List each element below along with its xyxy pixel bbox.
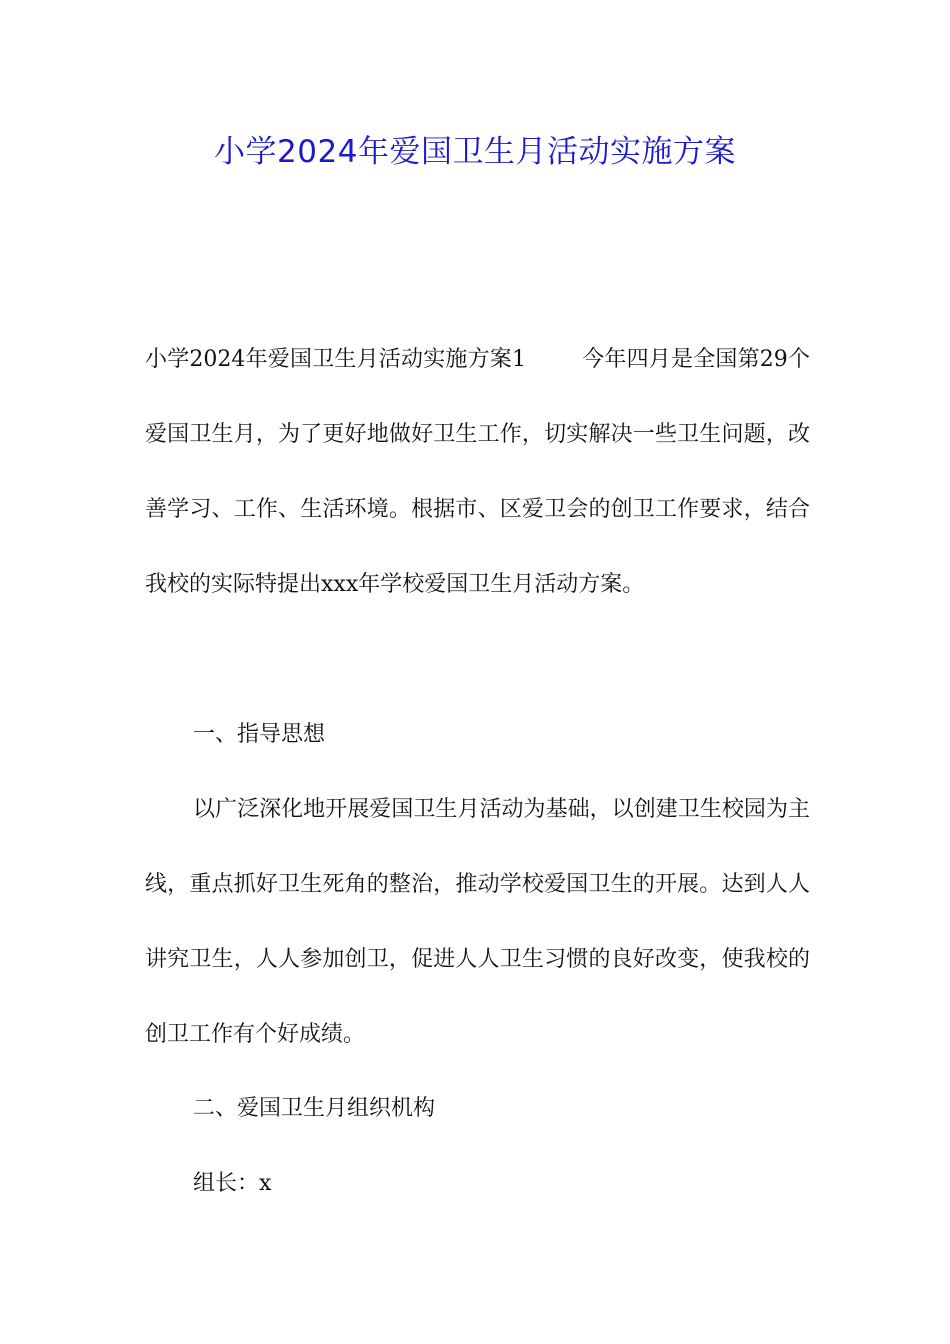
organization-leader: 组长：x [193,1171,272,1196]
document-title: 小学2024年爱国卫生月活动实施方案 [214,134,736,170]
intro-paragraph [145,322,810,622]
section-heading-guiding-ideology: 一、指导思想 [193,722,326,747]
intro-text: 今年四月是全国第29个爱国卫生月，为了更好地做好卫生工作，切实解决一些卫生问题，改善学习、工作、生活环境。根据市、区爱卫会的创卫工作要求，结合我校的实际特提出xxx年学校爱国卫生月活动方案。 [145,347,810,597]
intro-label: 小学2024年爱国卫生月活动实施方案1 [145,347,526,372]
guiding-ideology-paragraph: 以广泛深化地开展爱国卫生月活动为基础，以创建卫生校园为主线，重点抓好卫生死角的整治，推动学校爱国卫生的开展。达到人人讲究卫生，人人参加创卫，促进人人卫生习惯的良好改变，使我校的创卫工作有个好成绩。 [145,797,810,1047]
section-heading-organization: 二、爱国卫生月组织机构 [193,1096,436,1121]
